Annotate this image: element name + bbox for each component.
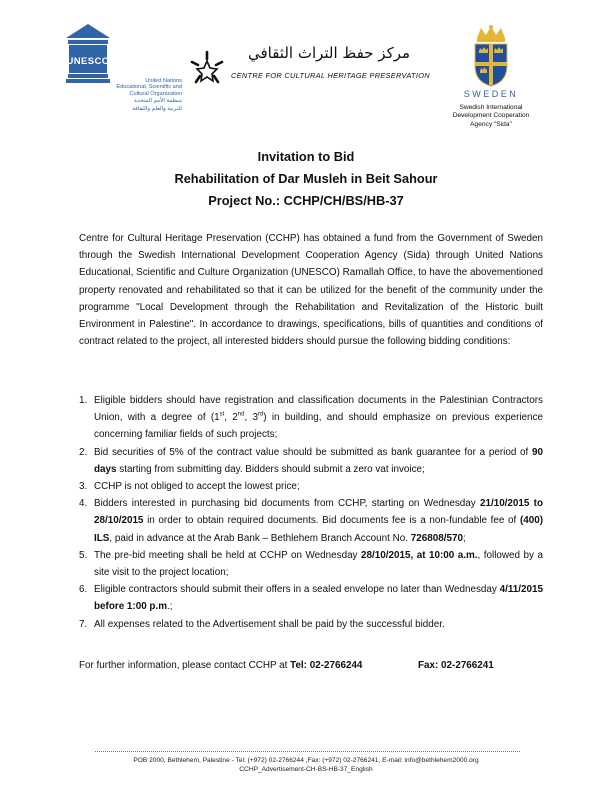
sida-line: Swedish International — [459, 104, 523, 111]
swedish-coat-of-arms-icon — [468, 24, 514, 88]
condition-text: Bid securities of 5% of the contract value should be submitted as bank guarantee for a period of — [94, 446, 533, 458]
unesco-arabic-line: للتربية والعلم والثقافة — [132, 105, 182, 112]
footer-divider — [95, 751, 520, 752]
condition-text: All expenses related to the Advertisement shall be paid by the successful bidder. — [94, 618, 445, 630]
footer-address: POB 2000, Bethlehem, Palestine - Tel: (+972) 02-2766244 ,Fax: (+972) 02-2766241, E-mail: info@bethlehem2000.org — [133, 757, 479, 764]
cchp-english-name: CENTRE FOR CULTURAL HERITAGE PRESERVATION — [231, 71, 430, 80]
condition-text: , 2 — [224, 412, 238, 424]
condition-text: CCHP is not obliged to accept the lowest price; — [94, 481, 300, 493]
unesco-org-line: Educational, Scientific and — [116, 84, 182, 91]
condition-item — [79, 495, 543, 547]
project-name: Rehabilitation of Dar Musleh in Beit Sahour — [174, 171, 438, 186]
condition-text: in order to obtain required documents. Bid documents fee is a non-fundable fee of — [143, 515, 520, 527]
ordinal-suffix: nd — [237, 411, 245, 418]
condition-emphasis: 90 days — [94, 446, 543, 475]
contact-lead: For further information, please contact CCHP at — [79, 660, 291, 671]
condition-text: Eligible bidders should have registration and classification documents in the Palestinian Contractors Union, with a degree of (1 — [94, 395, 543, 424]
condition-emphasis: 726808/570 — [410, 532, 463, 544]
condition-text: The pre-bid meeting shall be held at CCHP on Wednesday — [94, 549, 362, 561]
condition-emphasis: (400) ILS — [94, 515, 543, 544]
condition-text: , 3 — [244, 412, 258, 424]
unesco-org-line: United Nations — [145, 78, 182, 84]
sida-line: Development Cooperation — [452, 112, 530, 120]
condition-item — [79, 581, 543, 615]
unesco-arabic-line: منظمة الأمم المتحدة — [134, 98, 182, 105]
project-number: Project No.: CCHP/CH/BS/HB-37 — [208, 193, 404, 208]
unesco-acronym: UNESCO — [66, 56, 110, 67]
unesco-logo — [62, 22, 182, 132]
footer-filename: CCHP_Advertisement-CH-BS-HB-37_English — [239, 766, 373, 773]
condition-text: ; — [462, 532, 466, 544]
sweden-wordmark: SWEDEN — [463, 89, 519, 99]
condition-text: , followed by a site visit to the project location; — [94, 549, 543, 579]
condition-number: 3. — [79, 481, 88, 493]
condition-text: Bidders interested in purchasing bid documents from CCHP, starting on Wednesday — [94, 498, 480, 510]
condition-emphasis: 28/10/2015, at 10:00 a.m. — [361, 549, 478, 561]
condition-item — [79, 616, 543, 633]
condition-item — [79, 392, 543, 444]
condition-text: .; — [167, 601, 173, 613]
condition-text: , paid in advance at the Arab Bank – Bethlehem Branch Account No. — [109, 532, 411, 544]
cchp-star-icon — [185, 48, 229, 88]
condition-text: starting from submitting day. Bidders should submit a zero vat invoice; — [116, 463, 425, 475]
condition-number: 2. — [79, 446, 88, 458]
intro-paragraph: Centre for Cultural Heritage Preservation (CCHP) has obtained a fund from the Government of Sweden through the Swedish International Development Cooperation Agency (Sida) through United Nations Educational, Scientific and Culture Organization (UNESCO) Ramallah Office, to have the abovementioned property renovated and rehabilitated so that it can be utilized for the benefit of the community under the programme "Local Development through the Rehabilitation and Revitalization of the Historic built Environment in Palestine". In accordance to drawings, specifications, bills of quantities and conditions of contract related to the project, all interested bidders should pursue the following bidding conditions: — [79, 233, 543, 348]
unesco-org-name — [114, 78, 182, 112]
condition-number: 7. — [79, 618, 88, 630]
condition-emphasis: 21/10/2015 to 28/10/2015 — [94, 498, 543, 527]
bidding-conditions-list — [79, 392, 543, 633]
unesco-org-line: Cultural Organization — [129, 90, 182, 97]
unesco-temple-icon — [62, 22, 114, 86]
cchp-logo — [185, 44, 435, 92]
condition-number: 6. — [79, 584, 88, 596]
sida-line: Agency "Sida" — [470, 120, 512, 128]
ordinal-suffix: st — [219, 411, 225, 418]
sida-name — [428, 104, 554, 129]
condition-item — [79, 478, 543, 495]
condition-text: Eligible contractors should submit their offers in a sealed envelope no later than Wednesday — [94, 584, 500, 596]
contact-telephone: Tel: 02-2766244 — [290, 660, 363, 671]
document-title: Invitation to Bid — [257, 149, 355, 164]
condition-number: 4. — [79, 498, 88, 510]
condition-item — [79, 444, 543, 478]
ordinal-suffix: rd — [257, 411, 264, 418]
contact-line — [79, 659, 549, 673]
condition-emphasis: 4/11/2015 before 1:00 p.m — [94, 584, 543, 613]
condition-number: 1. — [79, 395, 88, 406]
condition-text: ) in building, and should emphasize on previous experience concerning familiar fields of such projects; — [94, 412, 543, 441]
condition-item — [79, 547, 543, 581]
sweden-sida-logo — [428, 24, 554, 134]
condition-number: 5. — [79, 549, 88, 561]
contact-fax: Fax: 02-2766241 — [418, 660, 494, 671]
cchp-arabic-name: مركز حفظ التراث الثقافي — [247, 44, 411, 62]
